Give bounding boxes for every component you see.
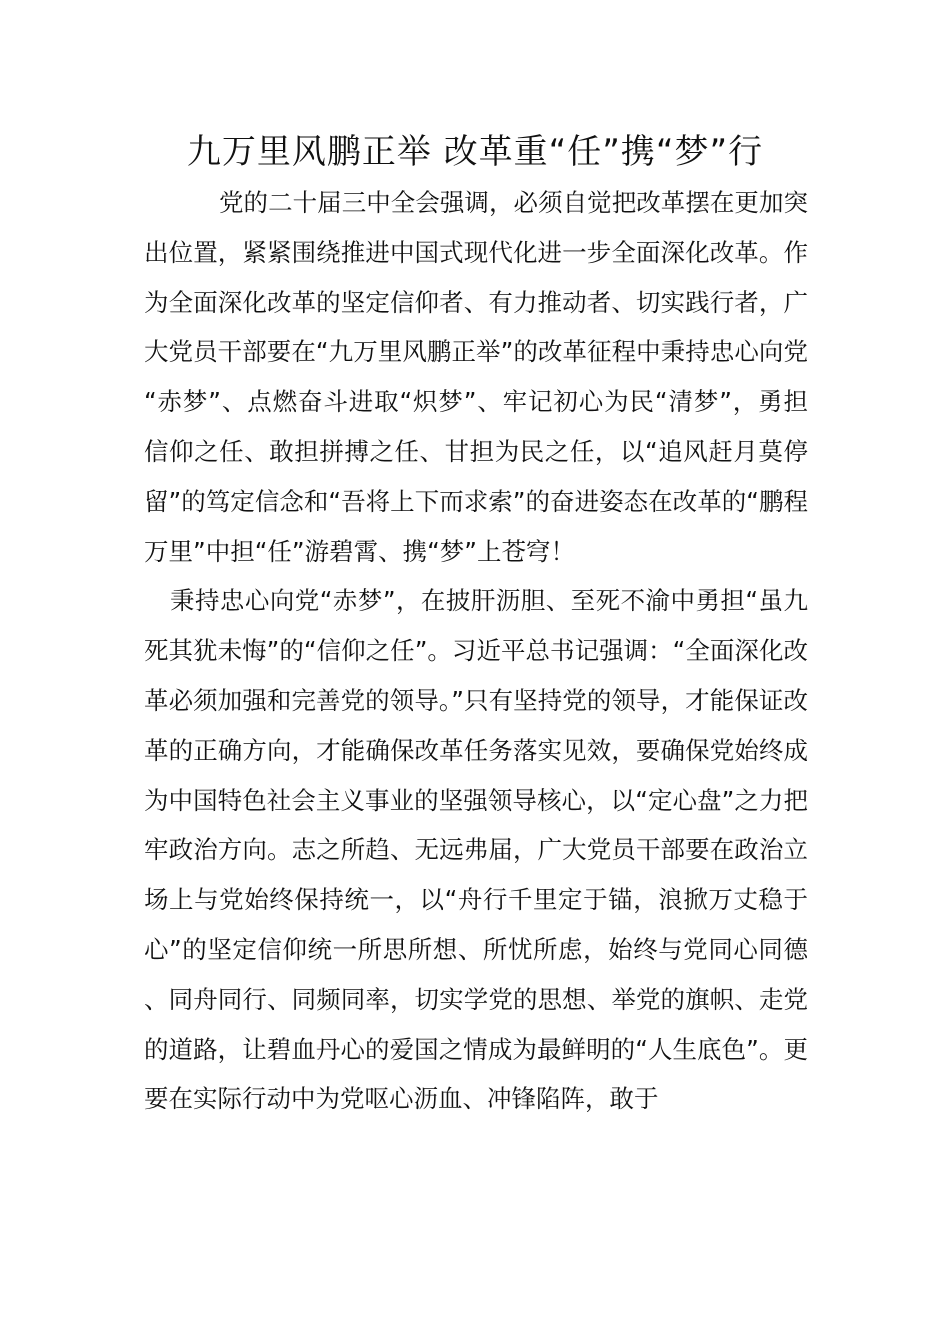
paragraph-intro: 党的二十届三中全会强调，必须自觉把改革摆在更加突出位置，紧紧围绕推进中国式现代化进一步全面深化改革。作为全面深化改革的坚定信仰者、有力推动者、切实践行者，广大党员干部要在“九万里风鹏正举”的改革征程中秉持忠心向党“赤梦”、点燃奋斗进取“炽梦”、牢记初心为民“清梦”，勇担信仰之任、敢担拼搏之任、甘担为民之任，以“追风赶月莫停留”的笃定信念和“吾将上下而求索”的奋进姿态在改革的“鹏程万里”中担“任”游碧霄、携“梦”上苍穹！ [144,188,808,566]
document-title: 九万里风鹏正举 改革重“任”携“梦”行 [186,132,764,172]
document-body [144,178,808,1124]
paragraph-faith: 秉持忠心向党“赤梦”，在披肝沥胆、至死不渝中勇担“虽九死其犹未悔”的“信仰之任”。习近平总书记强调：“全面深化改革必须加强和完善党的领导。”只有坚持党的领导，才能保证改革的正确方向，才能确保改革任务落实见效，要确保党始终成为中国特色社会主义事业的坚强领导核心，以“定心盘”之力把牢政治方向。志之所趋、无远弗届，广大党员干部要在政治立场上与党始终保持统一，以“舟行千里定于锚，浪掀万丈稳于心”的坚定信仰统一所思所想、所忧所虑，始终与党同心同德、同舟同行、同频同率，切实学党的思想、举党的旗帜、走党的道路，让碧血丹心的爱国之情成为最鲜明的“人生底色”。更要在实际行动中为党呕心沥血、冲锋陷阵，敢于 [144,586,808,1114]
